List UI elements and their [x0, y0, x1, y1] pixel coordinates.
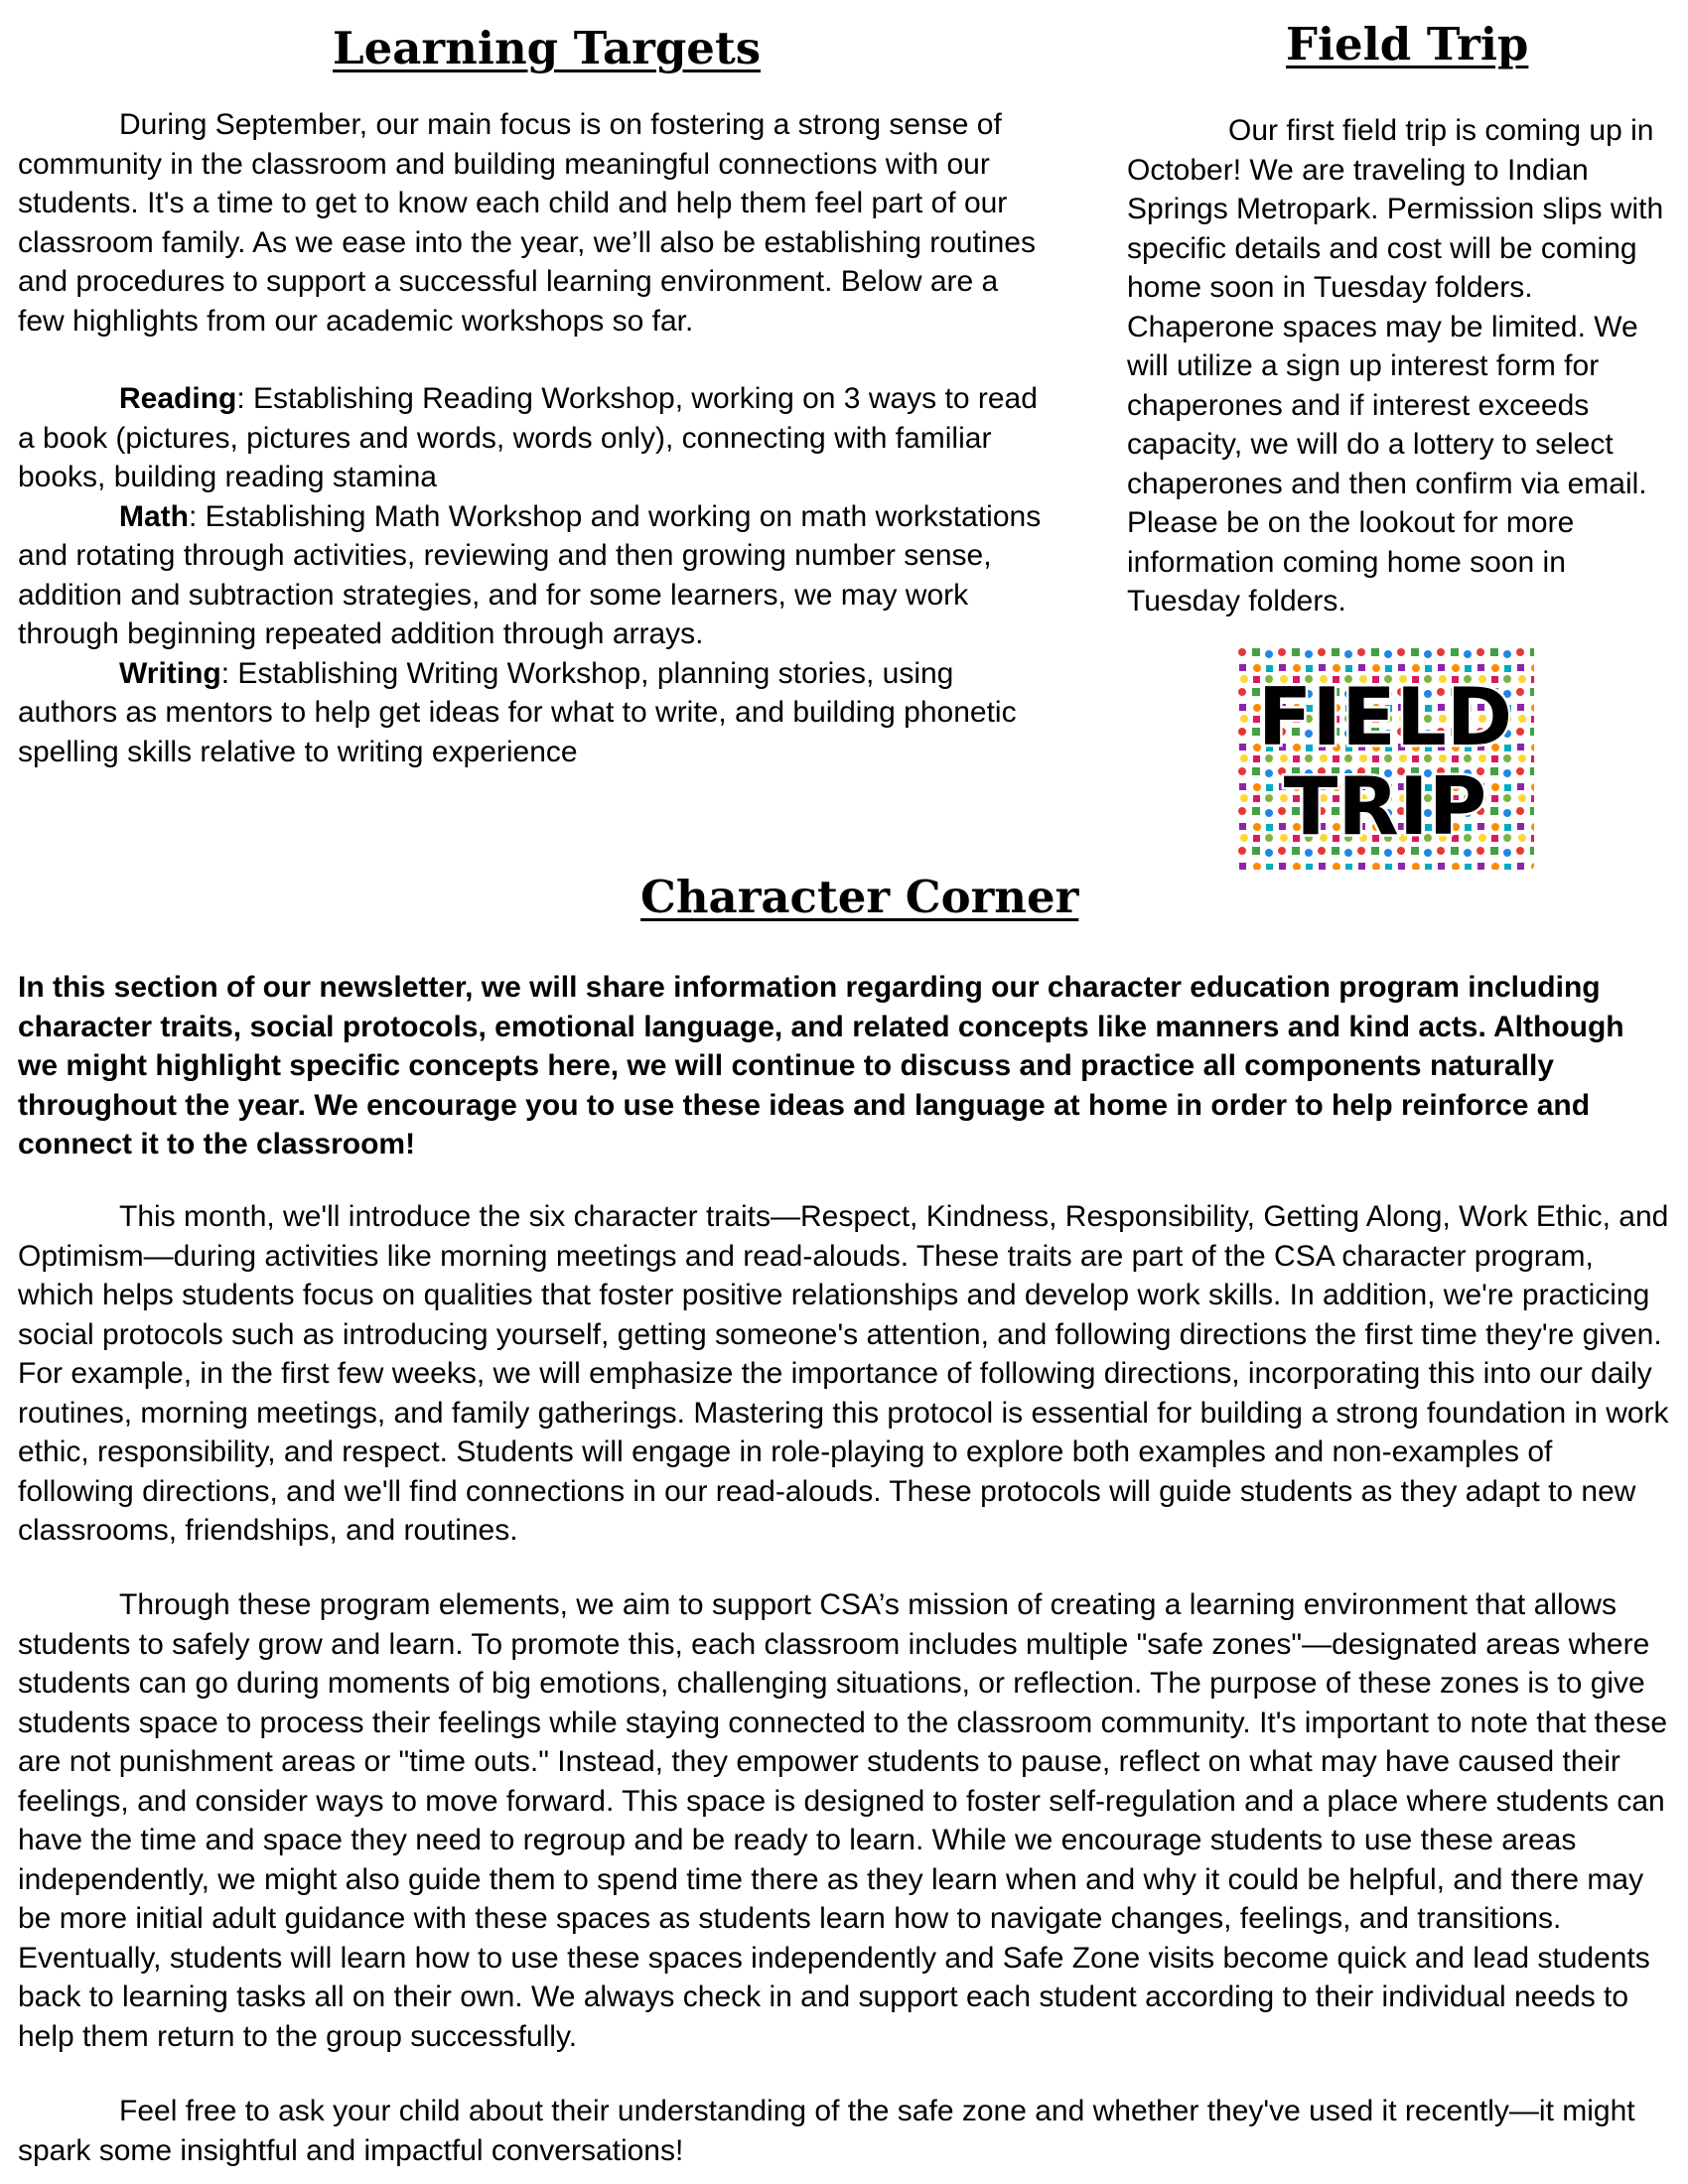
character-corner-heading: Character Corner [640, 871, 1079, 923]
reading-label: Reading [119, 382, 237, 415]
writing-item [18, 654, 1051, 772]
field-trip-body: Our first field trip is coming up in October! We are traveling to Indian Springs Metropark. Permission slips with specific details and cost will be coming home soon in Tuesday folders. Chaperone spaces may be limited. We will utilize a sign up interest form for chaperones and if interest exceeds capacity, we will do a lottery to select chaperones and then confirm via email. Please be on the lookout for more information coming home soon in Tuesday folders. [1127, 114, 1664, 617]
writing-text: : Establishing Writing Workshop, planning stories, using authors as mentors to help get ideas for what to write, and building phonetic spelling skills relative to writing experience [18, 656, 1017, 768]
math-text: : Establishing Math Workshop and working on math workstations and rotating through activities, reviewing and then growing number sense, addition and subtraction strategies, and for some learners, we may work through beginning repeated addition through arrays. [18, 499, 1042, 650]
reading-text: : Establishing Reading Workshop, working on 3 ways to read a book (pictures, pictures and words, words only), connecting with familiar books, building reading stamina [18, 382, 1038, 493]
character-traits-paragraph: This month, we'll introduce the six character traits—Respect, Kindness, Responsibility, Getting Along, Work Ethic, and Optimism—during activities like morning meetings and read-alouds. These traits are part of the CSA character program, which helps students focus on qualities that foster positive relationships and develop work skills. In addition, we're practicing social protocols such as introducing yourself, getting someone's attention, and following directions the first time they're given. For example, in the first few weeks, we will emphasize the importance of following directions, incorporating this into our daily routines, morning meetings, and family gatherings. Mastering this protocol is essential for building a strong foundation in work ethic, responsibility, and respect. Students will engage in role-playing to explore both examples and non-examples of following directions, and we'll find connections in our read-alouds. These protocols will guide students as they adapt to new classrooms, friendships, and routines. [18, 1200, 1669, 1547]
learning-targets-intro: During September, our main focus is on fostering a strong sense of community in the classroom and building meaningful connections with our students. It's a time to get to know each child and help them feel part of our classroom family. As we ease into the year, we’ll also be establishing routines and procedures to support a successful learning environment. Below are a few highlights from our academic workshops so far. [18, 108, 1036, 338]
math-label: Math [119, 499, 189, 533]
learning-targets-subjects [18, 379, 1051, 771]
field-trip-graphic-line1: FIELD [1257, 671, 1513, 763]
learning-targets-heading: Learning Targets [333, 22, 762, 74]
math-item [18, 497, 1051, 654]
field-trip-graphic [1236, 645, 1534, 870]
reading-item [18, 379, 1051, 497]
field-trip-heading: Field Trip [1286, 18, 1529, 70]
field-trip-graphic-line2: TRIP [1283, 760, 1487, 853]
writing-label: Writing [119, 656, 221, 690]
character-corner-intro: In this section of our newsletter, we will share information regarding our character education program including character traits, social protocols, emotional language, and related concepts like manners and kind acts. Although we might highlight specific concepts here, we will continue to discuss and practice all components naturally throughout the year. We encourage you to use these ideas and language at home in order to help reinforce and connect it to the classroom! [18, 971, 1624, 1160]
closing-paragraph: Feel free to ask your child about their understanding of the safe zone and whether they've used it recently—it might spark some insightful and impactful conversations! [18, 2095, 1635, 2167]
safe-zones-paragraph: Through these program elements, we aim to support CSA’s mission of creating a learning environment that allows students to safely grow and learn. To promote this, each classroom includes multiple "safe zones"—designated areas where students can go during moments of big emotions, challenging situations, or reflection. The purpose of these zones is to give students space to process their feelings while staying connected to the classroom community. It's important to note that these are not punishment areas or "time outs." Instead, they empower students to pause, reflect on what may have caused their feelings, and consider ways to move forward. This space is designed to foster self-regulation and a place where students can have the time and space they need to regroup and be ready to learn. While we encourage students to use these areas independently, we might also guide them to spend time there as they learn when and why it could be helpful, and there may be more initial adult guidance with these spaces as students learn how to navigate changes, feelings, and transitions. Eventually, students will learn how to use these spaces independently and Safe Zone visits become quick and lead students back to learning tasks all on their own. We always check in and support each student according to their individual needs to help them return to the group successfully. [18, 1588, 1668, 2053]
